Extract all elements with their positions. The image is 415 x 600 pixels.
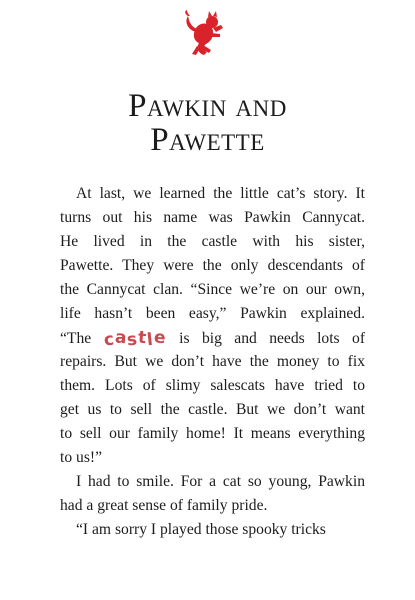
- text-line: At last, we learned the little cat’s story. It: [76, 185, 365, 202]
- chapter-title-line-2: Pawette: [150, 122, 265, 158]
- text-line: repairs. But we don’t have the money to fix: [60, 353, 365, 370]
- text-line-with-castle: [60, 326, 365, 350]
- text-line: them. Lots of slimy salescats have tried to: [60, 377, 365, 394]
- text-fragment: “The: [60, 330, 92, 347]
- text-line: had a great sense of family pride.: [60, 497, 268, 514]
- text-line: He lived in the castle with his sister,: [60, 233, 365, 250]
- text-line: I had to smile. For a cat so young, Pawkin: [76, 473, 365, 490]
- castle-letter: l: [146, 329, 156, 351]
- castle-letter: c: [102, 329, 116, 351]
- castle-letter: e: [153, 327, 168, 349]
- text-line: get us to sell the castle. But we don’t want: [60, 401, 365, 418]
- text-line: “I am sorry I played those spooky tricks: [76, 521, 326, 538]
- text-line: to us!”: [60, 449, 103, 466]
- red-rampant-cat-emblem-icon: [176, 8, 230, 58]
- text-line: the Cannycat clan. “Since we’re on our own,: [60, 281, 365, 298]
- chapter-body: [60, 182, 365, 542]
- text-line: to sell our family home! It means everything: [60, 425, 365, 442]
- stylized-castle-word: [104, 327, 167, 351]
- castle-letter: a: [113, 327, 128, 349]
- castle-letter: t: [137, 327, 149, 349]
- text-line: life hasn’t been easy,” Pawkin explained.: [60, 305, 365, 322]
- castle-letter: s: [126, 329, 140, 351]
- text-fragment: is big and needs lots of: [179, 330, 366, 347]
- text-line: turns out his name was Pawkin Cannycat.: [60, 209, 365, 226]
- text-line: Pawette. They were the only descendants of: [60, 257, 365, 274]
- chapter-title-line-1: Pawkin and: [128, 88, 287, 124]
